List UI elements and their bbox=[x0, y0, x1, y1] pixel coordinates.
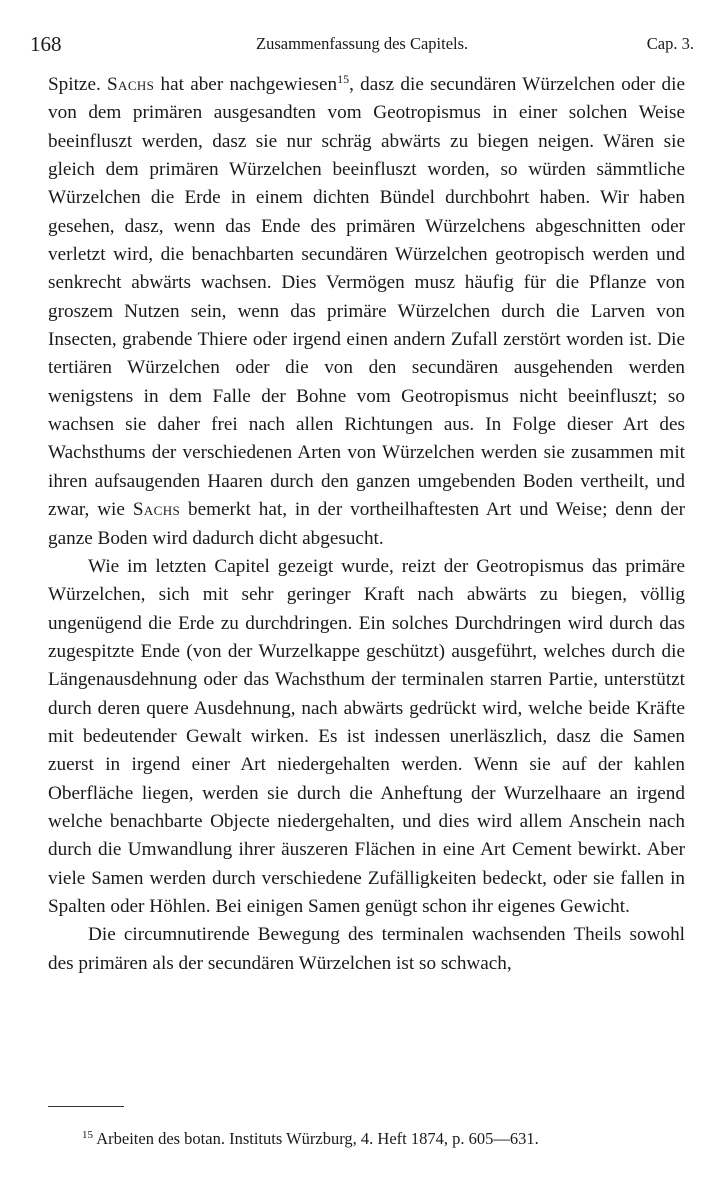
paragraph-1-text-a: Spitze. bbox=[48, 74, 107, 95]
paragraph-1-text-c: , dasz die secundären Würzelchen oder die von dem primären ausgesandten vom Geotropismus in einer solchen Weise beeinfluszt werden, dasz sie nur schräg abwärts zu biegen neigen. Wären sie gleich dem primären Würzelchen beeinfluszt worden, so würden sämmtliche Würzelchen die Erde in einem dichten Bündel durchbohrt haben. Wir haben gesehen, dasz, wenn das Ende des primären Würzelchens abgeschnitten oder verletzt wird, die benachbarten secundären Würzelchen geotropisch werden und senkrecht abwärts wachsen. Dies Vermögen musz häufig für die Pflanze von groszem Nutzen sein, wenn das primäre Würzelchen durch die Larven von Insecten, grabende Thiere oder irgend einen andern Zufall zerstört worden ist. Die tertiären Würzelchen oder die von den secundären ausgehenden werden wenigstens in dem Falle der Bohne vom Geotropismus nicht beeinfluszt; so wachsen sie daher frei nach allen Richtungen aus. In Folge dieser Art des Wachsthums der verschiedenen Arten von Würzelchen werden sie zusammen mit ihren aufsaugenden Haaren durch den ganzen umgebenden Boden vertheilt, und zwar, wie bbox=[48, 74, 685, 521]
chapter-label: Cap. 3. bbox=[646, 34, 694, 53]
page-number: 168 bbox=[30, 32, 62, 56]
footnote-number: 15 bbox=[82, 1129, 93, 1141]
paragraph-2: Wie im letzten Capitel gezeigt wurde, reizt der Geotropismus das primäre Würzelchen, sich mit sehr geringer Kraft nach abwärts zu biegen, völlig ungenügend die Erde zu durchdringen. Ein solches Durchdringen wird durch das zugespitzte Ende (von der Wurzelkappe geschützt) ausgeführt, welches durch die Längenausdehnung oder das Wachsthum der terminalen starren Partie, unterstützt durch deren quere Ausdehnung, nach abwärts gedrückt wird, welche beide Kräfte mit bedeutender Gewalt wirken. Es ist indessen unerläszlich, dasz die Samen zuerst in irgend einer Art niedergehalten werden. Wenn sie auf der kahlen Oberfläche liegen, werden sie durch die Anheftung der Wurzelhaare an irgend welche benachbarte Objecte niedergehalten, und dies wird allem Anschein nach durch die Umwandlung ihrer äuszeren Flächen in eine Art Cement bewirkt. Aber viele Samen werden durch verschiedene Zufälligkeiten bedeckt, oder sie fallen in Spalten oder Höhlen. Bei einigen Samen genügt schon ihr eigenes Gewicht. bbox=[48, 555, 685, 917]
footnote-reference: 15 bbox=[337, 72, 350, 86]
author-name: Sachs bbox=[107, 74, 155, 95]
paragraph-1-text-b: hat aber nachgewiesen bbox=[154, 74, 338, 95]
footnote-divider bbox=[48, 1106, 124, 1107]
paragraph-1-text-d: bemerkt hat, in der vortheilhaftesten Art und Weise; denn der ganze Boden wird dadurch dicht abgesucht. bbox=[48, 499, 685, 549]
author-name-2: Sachs bbox=[132, 499, 181, 521]
footnote bbox=[82, 1128, 642, 1150]
body-text bbox=[48, 71, 685, 978]
page-header bbox=[30, 30, 694, 60]
paragraph-1 bbox=[48, 71, 685, 553]
footnote-text: Arbeiten des botan. Instituts Würzburg, 4. Heft 1874, p. 605—631. bbox=[93, 1129, 539, 1148]
running-title: Zusammenfassung des Capitels. bbox=[256, 34, 469, 53]
paragraph-3: Die circumnutirende Bewegung des terminalen wachsenden Theils sowohl des primären als der secundären Würzelchen ist so schwach, bbox=[48, 924, 685, 974]
